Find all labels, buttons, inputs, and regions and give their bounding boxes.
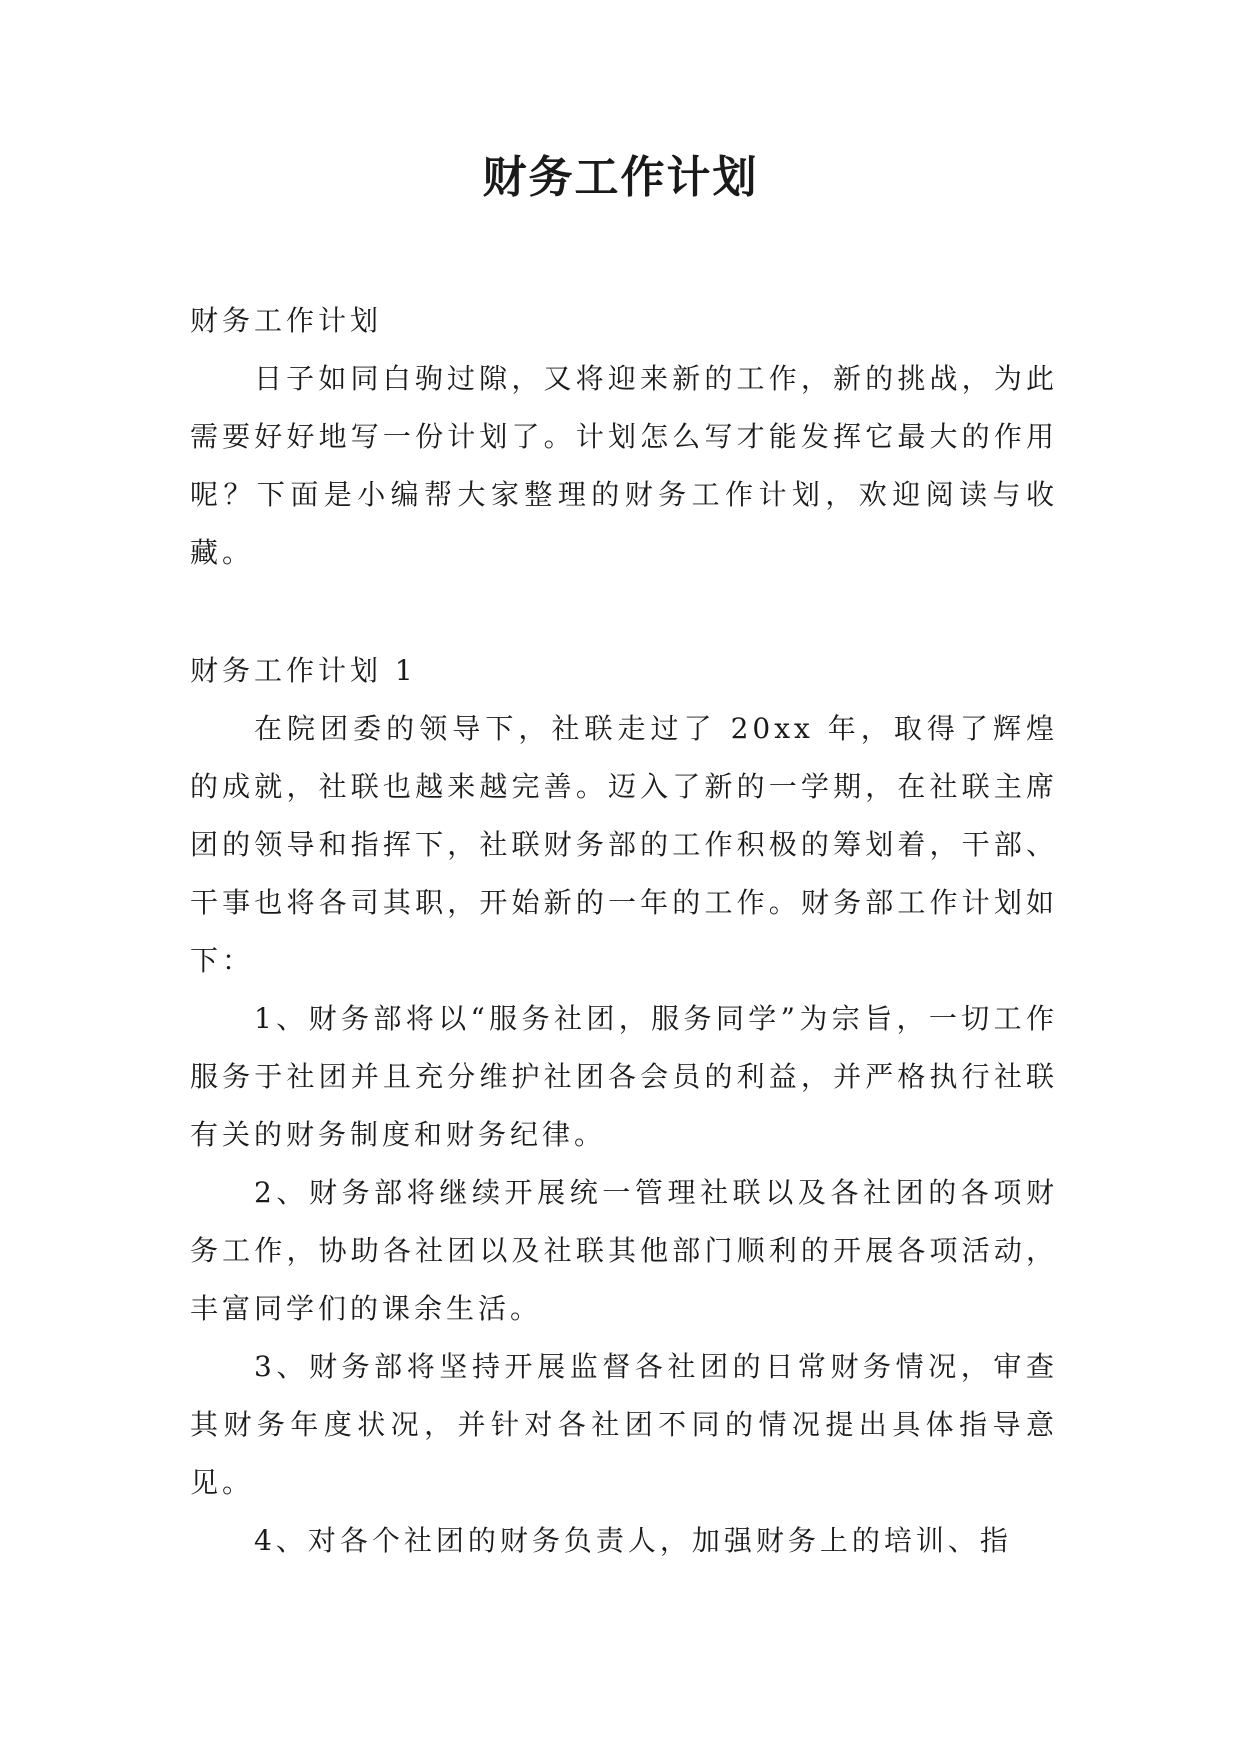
body-paragraph: 在院团委的领导下，社联走过了 20xx 年，取得了辉煌的成就，社联也越来越完善。迈入了新的一学期，在社联主席团的领导和指挥下，社联财务部的工作积极的筹划着，干部、干事也将各司其职，开始新的一年的工作。财务部工作计划如下： — [190, 712, 1058, 977]
document-body — [190, 292, 1058, 1570]
document-title: 财务工作计划 — [482, 152, 759, 203]
document-heading: 财务工作计划 — [190, 304, 383, 337]
list-item-1: 1、财务部将以“服务社团，服务同学”为宗旨，一切工作服务于社团并且充分维护社团各会员的利益，并严格执行社联有关的财务制度和财务纪律。 — [190, 1002, 1058, 1151]
section-spacer — [190, 582, 1058, 642]
section-heading: 财务工作计划 1 — [190, 654, 417, 687]
list-item-4: 4、对各个社团的财务负责人，加强财务上的培训、指 — [254, 1524, 1012, 1557]
list-item-2: 2、财务部将继续开展统一管理社联以及各社团的各项财务工作，协助各社团以及社联其他部门顺利的开展各项活动，丰富同学们的课余生活。 — [190, 1176, 1058, 1325]
list-item-3: 3、财务部将坚持开展监督各社团的日常财务情况，审查其财务年度状况，并针对各社团不同的情况提出具体指导意见。 — [190, 1350, 1058, 1499]
intro-paragraph: 日子如同白驹过隙，又将迎来新的工作，新的挑战，为此需要好好地写一份计划了。计划怎么写才能发挥它最大的作用呢？下面是小编帮大家整理的财务工作计划，欢迎阅读与收藏。 — [190, 362, 1058, 569]
